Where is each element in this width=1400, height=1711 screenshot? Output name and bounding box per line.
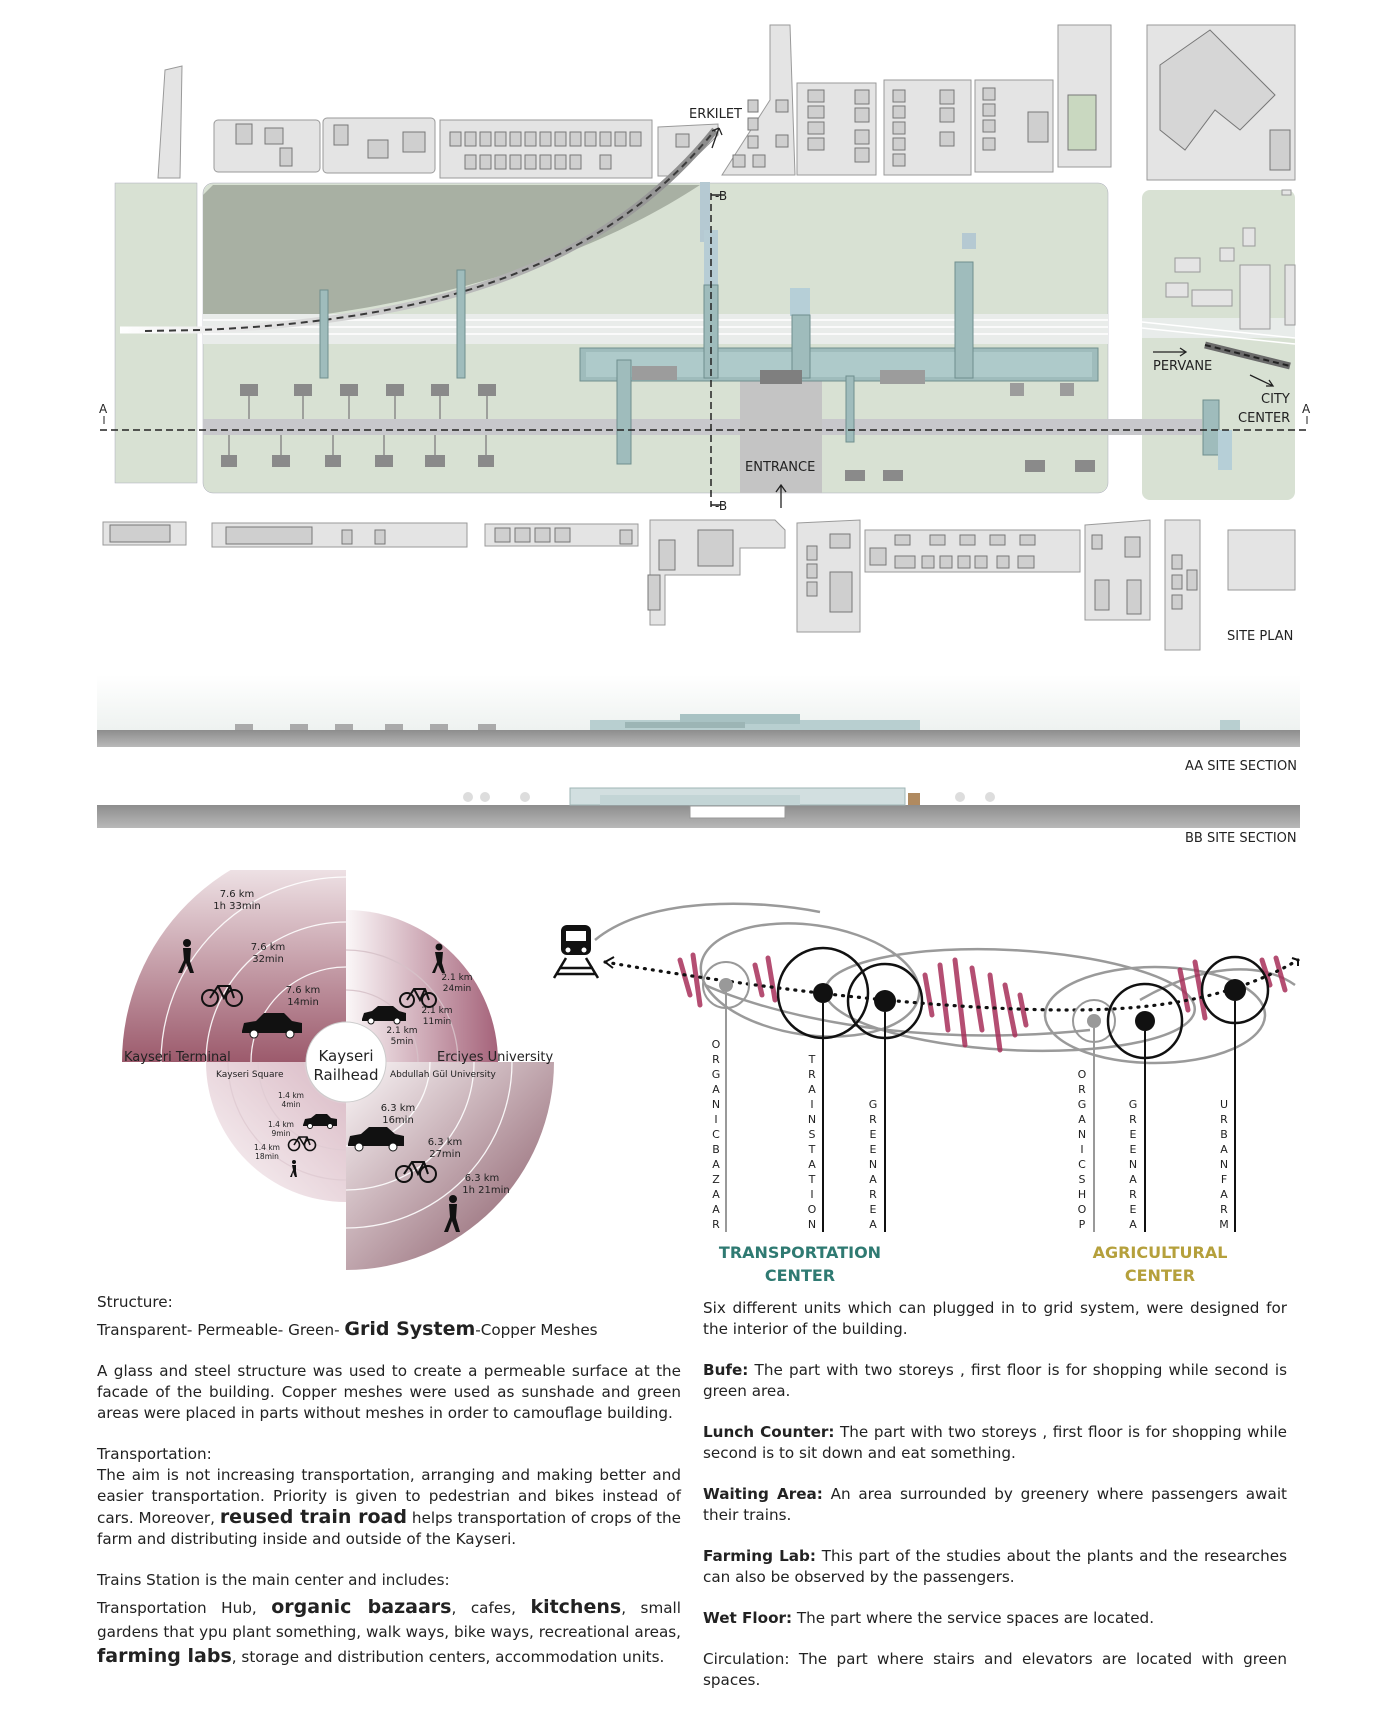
center-label: CENTER xyxy=(1238,411,1291,426)
node-label-green-area: G R E E N A R E A xyxy=(868,1098,878,1231)
nw-walk-time: 1h 33min xyxy=(213,901,261,912)
section-b-bottom: -B xyxy=(715,499,728,513)
sw-bike-time: 9min xyxy=(271,1129,291,1138)
site-plan xyxy=(0,0,1400,660)
se-walk-time: 1h 21min xyxy=(462,1185,510,1196)
transportation-paragraph: The aim is not increasing transportation, arranging and making better and easier transportation. Priority is given to pedestrian and bikes instead of cars. Moreover, reused train road helps transportation of crops of the farm and distributing inside and outside of the Kayseri. xyxy=(97,1466,681,1548)
bb-section-title: BB SITE SECTION xyxy=(1185,831,1297,846)
sw-bike-km: 1.4 km xyxy=(268,1120,294,1129)
sw-car-km: 1.4 km xyxy=(278,1091,304,1100)
east-sub: Abdullah Gül University xyxy=(390,1070,496,1080)
top-blocks xyxy=(158,25,1295,180)
right-text-column xyxy=(703,1298,1287,1711)
se-walk-km: 6.3 km xyxy=(464,1173,500,1184)
ne-walk-km: 2.1 km xyxy=(441,973,473,983)
nw-walk-km: 7.6 km xyxy=(219,889,255,900)
agri-center-label-2: CENTER xyxy=(1124,1266,1196,1285)
section-b-top: -B xyxy=(715,189,728,203)
node-labels xyxy=(712,1038,1229,1231)
nw-car-km: 7.6 km xyxy=(285,985,321,996)
city-label: CITY xyxy=(1261,392,1290,407)
walkway xyxy=(203,419,1163,435)
node-label-green-area: G R E E N A R E A xyxy=(1128,1098,1138,1231)
ne-car-km: 2.1 km xyxy=(386,1026,418,1036)
nw-bike-time: 32min xyxy=(252,954,284,965)
node-label-urban-farm: U R B A N F A R M xyxy=(1219,1098,1229,1231)
ne-car-time: 5min xyxy=(390,1037,414,1047)
left-text-column xyxy=(97,1292,681,1689)
unit-wet-floor: Wet Floor: The part where the service spaces are located. xyxy=(703,1609,1155,1627)
entrance-label: ENTRANCE xyxy=(745,460,816,475)
agri-center-label: AGRICULTURAL xyxy=(1092,1243,1228,1262)
units-intro: Six different units which can plugged in to grid system, were designed for the interior of the building. xyxy=(703,1299,1287,1338)
transportation-heading: Transportation: xyxy=(97,1445,212,1463)
unit-circulation: Circulation: The part where stairs and elevators are located with green spaces. xyxy=(703,1650,1287,1689)
site-sections xyxy=(0,660,1400,860)
unit-farming-lab: Farming Lab: This part of the studies about the plants and the researches can also be observed by the passengers. xyxy=(703,1547,1287,1586)
ne-walk-time: 24min xyxy=(442,984,472,994)
connection-arcs xyxy=(595,904,1295,1063)
aa-section-title: AA SITE SECTION xyxy=(1185,759,1297,774)
unit-lunch-counter: Lunch Counter: The part with two storeys , first floor is for shopping while second is to sit down and eat something. xyxy=(703,1423,1288,1462)
hub-label-1: Kayseri xyxy=(318,1047,374,1065)
sw-car-time: 4min xyxy=(281,1100,301,1109)
hub-label-2: Railhead xyxy=(313,1066,379,1084)
west-destination: Kayseri Terminal xyxy=(124,1050,231,1065)
se-bike-time: 27min xyxy=(429,1149,461,1160)
bb-section xyxy=(97,788,1300,828)
node-label-organic-bazaar: O R G A N I C B A Z A A R xyxy=(711,1038,721,1231)
network-diagram xyxy=(0,870,1400,1290)
ne-bike-time: 11min xyxy=(422,1017,452,1027)
section-a-left: A xyxy=(99,402,108,416)
structure-heading: Structure: xyxy=(97,1293,173,1311)
train-icon xyxy=(554,925,598,978)
network-nodes xyxy=(703,948,1268,1058)
node-label-train-station: T R A I N S T A T I O N xyxy=(807,1053,817,1231)
site-plan-title: SITE PLAN xyxy=(1227,629,1294,644)
station-heading: Trains Station is the main center and includes: xyxy=(97,1571,450,1589)
erkilet-label: ERKILET xyxy=(689,107,743,122)
transport-center-label-2: CENTER xyxy=(764,1266,836,1285)
node-label-organic-shop: O R G A N I C S H O P xyxy=(1077,1068,1087,1231)
ne-bike-km: 2.1 km xyxy=(421,1006,453,1016)
structure-line: Transparent- Permeable- Green- Grid System-Copper Meshes xyxy=(97,1318,598,1340)
aa-section xyxy=(97,675,1300,747)
unit-bufe: Bufe: The part with two storeys , first floor is for shopping while second is green area. xyxy=(703,1361,1287,1400)
east-destination: Erciyes University xyxy=(437,1050,554,1065)
pervane-label: PERVANE xyxy=(1153,359,1213,374)
west-sub: Kayseri Square xyxy=(216,1070,284,1080)
section-a-right: A xyxy=(1302,402,1311,416)
transport-center-label: TRANSPORTATION xyxy=(718,1243,882,1262)
se-car-km: 6.3 km xyxy=(380,1103,416,1114)
se-car-time: 16min xyxy=(382,1115,414,1126)
se-bike-km: 6.3 km xyxy=(427,1137,463,1148)
nw-car-time: 14min xyxy=(287,997,319,1008)
nw-bike-km: 7.6 km xyxy=(250,942,286,953)
structure-paragraph: A glass and steel structure was used to create a permeable surface at the facade of the building. Copper meshes were used as sunshade and green areas were placed in parts without meshes in order to camouflage building. xyxy=(97,1362,681,1422)
station-includes: Transportation Hub, organic bazaars, cafes, kitchens, small gardens that ypu plant something, walk ways, bike ways, recreational areas, farming labs, storage and distribution centers, accommodation units. xyxy=(97,1596,681,1667)
sw-walk-km: 1.4 km xyxy=(254,1143,280,1152)
unit-waiting-area: Waiting Area: An area surrounded by greenery where passengers await their trains. xyxy=(703,1485,1288,1524)
sw-walk-time: 18min xyxy=(255,1152,279,1161)
